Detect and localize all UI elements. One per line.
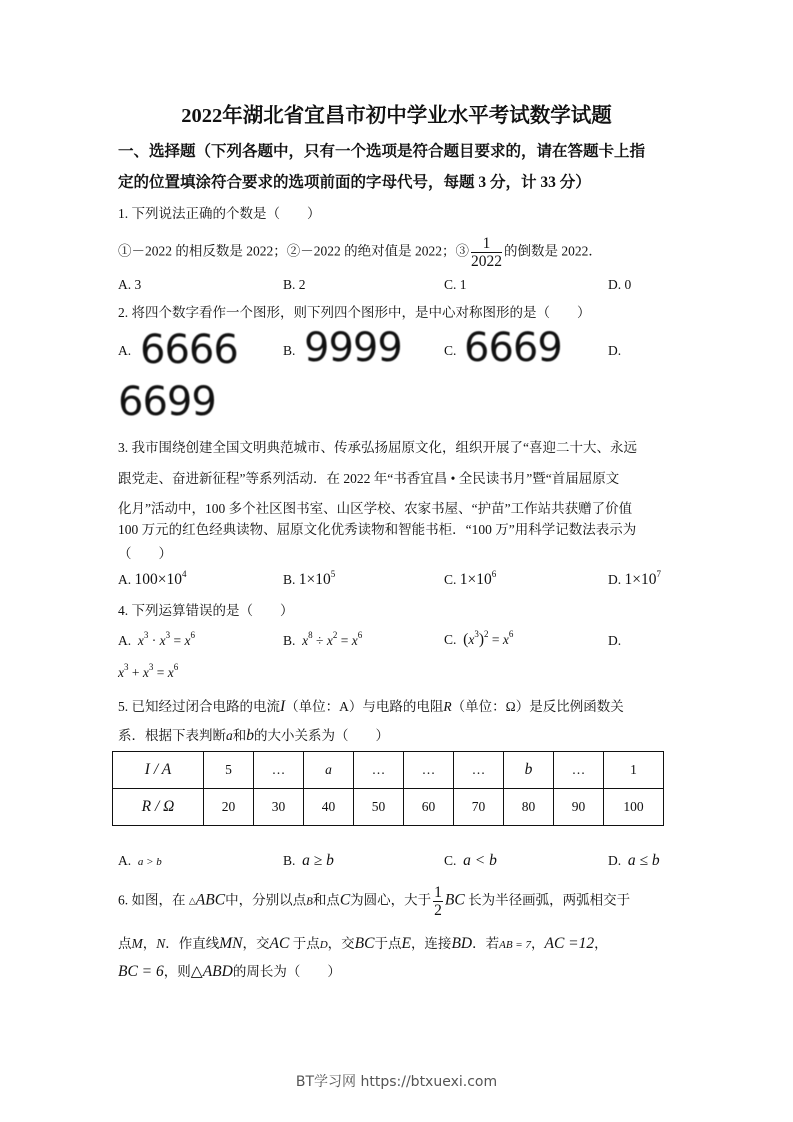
q1-option-a[interactable]: A. 3 bbox=[118, 277, 142, 292]
table-header-resistance: R / Ω bbox=[113, 789, 204, 826]
table-cell: … bbox=[254, 752, 304, 789]
q2-label-d[interactable]: D. bbox=[608, 343, 622, 358]
q4-option-b[interactable]: B. $x^8 \div x^2 = x^6$ bbox=[283, 630, 363, 648]
q3-option-c[interactable]: C. $1\times 10^6$ bbox=[444, 569, 497, 588]
q2-figure-d: 6699 bbox=[118, 379, 216, 425]
q4-option-a[interactable]: A. $x^3 \cdot x^3 = x^6$ bbox=[118, 630, 195, 648]
q4-option-c[interactable]: C. $(x^3)^2 = x^6$ bbox=[444, 629, 514, 648]
q5-line-1: 5. 已知经过闭合电路的电流I（单位：A）与电路的电阻R（单位：Ω）是反比例函数关 bbox=[118, 698, 624, 715]
table-cell: 1 bbox=[604, 752, 664, 789]
q2-figure-b: 9999 bbox=[304, 325, 402, 371]
table-cell: … bbox=[354, 752, 404, 789]
table-cell: 30 bbox=[254, 789, 304, 826]
table-cell: … bbox=[454, 752, 504, 789]
table-cell: 5 bbox=[204, 752, 254, 789]
q1-statement bbox=[118, 235, 602, 270]
q3-option-b[interactable]: B. $1\times 10^5$ bbox=[283, 569, 336, 588]
table-row-current bbox=[113, 752, 664, 789]
q2-label-c[interactable]: C. bbox=[444, 343, 457, 358]
q1-option-c[interactable]: C. 1 bbox=[444, 277, 467, 292]
q1-statement-part1: ①－2022 的相反数是 2022；②－2022 的绝对值是 2022；③ bbox=[118, 243, 469, 259]
table-cell: 40 bbox=[304, 789, 354, 826]
q1-option-b[interactable]: B. 2 bbox=[283, 277, 306, 292]
triangle-icon: △ bbox=[188, 895, 196, 906]
table-cell: 60 bbox=[404, 789, 454, 826]
table-cell: b bbox=[504, 752, 554, 789]
q2-figure-a: 6666 bbox=[140, 327, 238, 373]
q4-option-d[interactable]: D. bbox=[608, 633, 622, 648]
q3-line-2: 跟党走、奋进新征程”等系列活动．在 2022 年“书香宜昌 • 全民读书月”暨“首届屈原文 bbox=[118, 471, 620, 486]
q2-label-a[interactable]: A. bbox=[118, 343, 132, 358]
q2-label-b[interactable]: B. bbox=[283, 343, 296, 358]
q5-option-b[interactable]: B. a ≥ b bbox=[283, 852, 334, 869]
q3-line-3: 化月”活动中，100 多个社区图书室、山区学校、农家书屋、“护苗”工作站共获赠了价值 bbox=[118, 501, 633, 516]
section-heading-line1: 一、选择题（下列各题中，只有一个选项是符合题目要求的，请在答题卡上指 bbox=[118, 143, 646, 160]
q6-line-2: 点M，N．作直线MN，交AC 于点D，交BC于点E，连接BD．若AB = 7，AC =12， bbox=[118, 935, 608, 952]
table-cell: … bbox=[404, 752, 454, 789]
q1-stem: 1. 下列说法正确的个数是（ ） bbox=[118, 206, 321, 221]
q2-stem: 2. 将四个数字看作一个图形，则下列四个图形中，是中心对称图形的是（ ） bbox=[118, 305, 591, 320]
table-header-current: I / A bbox=[113, 752, 204, 789]
q6-half-fraction: $\frac{1}{2}$ bbox=[434, 884, 442, 919]
q5-option-c[interactable]: C. a < b bbox=[444, 852, 497, 869]
table-cell: … bbox=[554, 752, 604, 789]
section-heading-line2: 定的位置填涂符合要求的选项前面的字母代号，每题 3 分，计 33 分） bbox=[118, 174, 591, 191]
table-cell: 90 bbox=[554, 789, 604, 826]
q5-table bbox=[112, 751, 664, 826]
page-title: 2022年湖北省宜昌市初中学业水平考试数学试题 bbox=[181, 105, 612, 127]
q5-option-d[interactable]: D. a ≤ b bbox=[608, 852, 660, 869]
q1-fraction: $\frac{1}{2022}$ bbox=[471, 235, 502, 270]
q3-line-4: 100 万元的红色经典读物、屈原文化优秀读物和智能书柜．“100 万”用科学记数法表示为 bbox=[118, 522, 637, 537]
q5-line-2: 系．根据下表判断a和b的大小关系为（ ） bbox=[118, 727, 389, 744]
q5-option-a[interactable]: A. a > b bbox=[118, 853, 162, 868]
q3-option-d[interactable]: D. $1\times 10^7$ bbox=[608, 569, 661, 588]
q2-figure-c: 6669 bbox=[464, 325, 562, 371]
q6-line-3: BC = 6，则△ABD的周长为（ ） bbox=[118, 963, 341, 980]
table-row-resistance bbox=[113, 789, 664, 826]
q4-option-d-expr[interactable]: $x^3 + x^3 = x^6$ bbox=[118, 662, 179, 680]
table-cell: 70 bbox=[454, 789, 504, 826]
footer-watermark[interactable]: BT学习网 https://btxuexi.com bbox=[295, 1074, 498, 1090]
q1-option-d[interactable]: D. 0 bbox=[608, 277, 632, 292]
q3-line-5: （ ） bbox=[118, 546, 172, 561]
table-cell: 100 bbox=[604, 789, 664, 826]
table-cell: 50 bbox=[354, 789, 404, 826]
table-cell: a bbox=[304, 752, 354, 789]
q4-stem: 4. 下列运算错误的是（ ） bbox=[118, 603, 294, 618]
q6-line-1: 6. 如图，在 △ABC中，分别以点B和点C为圆心，大于 $\frac{1}{2}$ BC 长为半径画弧，两弧相交于 bbox=[118, 884, 631, 919]
q3-option-a[interactable]: A. $100\times 10^4$ bbox=[118, 569, 187, 588]
q1-statement-part2: 的倒数是 2022． bbox=[504, 243, 602, 259]
table-cell: 80 bbox=[504, 789, 554, 826]
q3-line-1: 3. 我市围绕创建全国文明典范城市、传承弘扬屈原文化，组织开展了“喜迎二十大、永远 bbox=[118, 440, 637, 455]
table-cell: 20 bbox=[204, 789, 254, 826]
